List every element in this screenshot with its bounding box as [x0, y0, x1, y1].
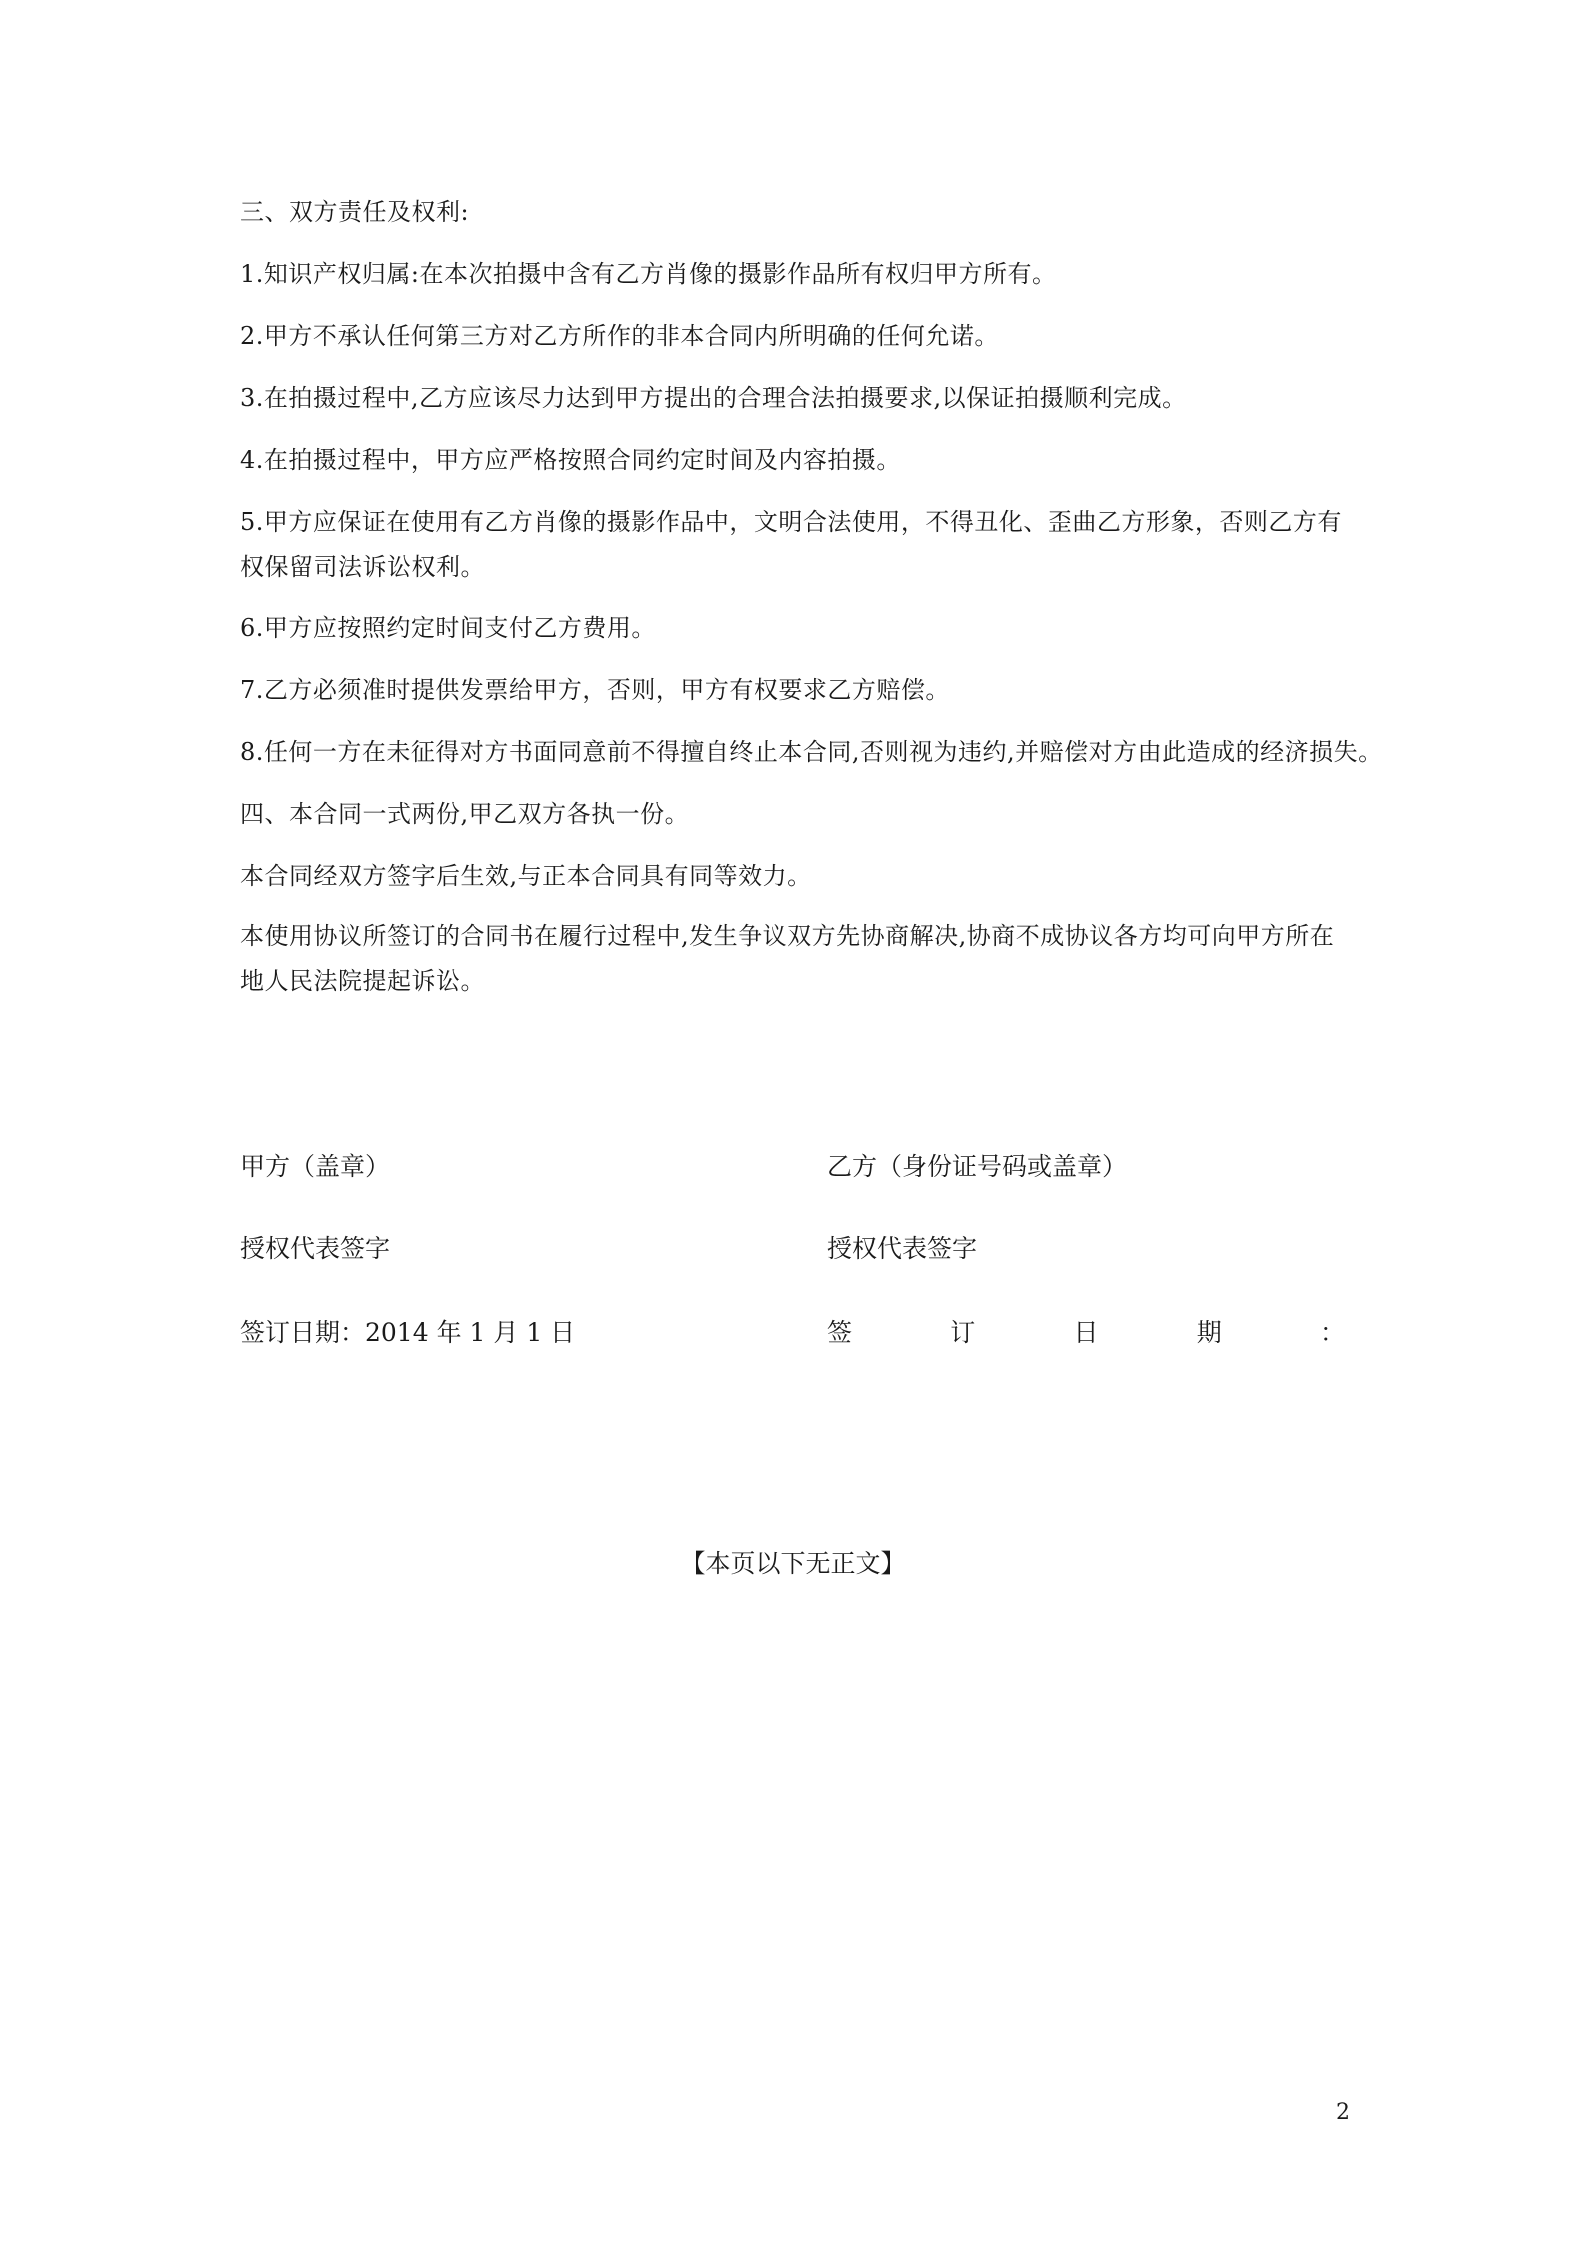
clause-6: 6.甲方应按照约定时间支付乙方费用。 — [240, 614, 656, 642]
clause-1: 1.知识产权归属:在本次拍摄中含有乙方肖像的摄影作品所有权归甲方所有。 — [240, 260, 1057, 288]
section-4-heading: 四、本合同一式两份,甲乙双方各执一份。 — [240, 800, 690, 828]
date-char-5: ： — [1319, 1318, 1345, 1347]
date-char-1: 签 — [827, 1318, 853, 1347]
party-b-signing-date — [827, 1316, 1345, 1350]
party-a-signing-date: 签订日期：2014 年 1 月 1 日 — [240, 1318, 576, 1347]
clause-8: 8.任何一方在未征得对方书面同意前不得擅自终止本合同,否则视为违约,并赔偿对方由此造成的经济损失。 — [240, 738, 1383, 766]
end-of-text-note: 【本页以下无正文】 — [680, 1549, 906, 1578]
clause-2: 2.甲方不承认任何第三方对乙方所作的非本合同内所明确的任何允诺。 — [240, 322, 999, 350]
date-char-4: 期 — [1196, 1318, 1222, 1347]
party-a-rep-signature-label: 授权代表签字 — [240, 1234, 391, 1263]
section-3-heading: 三、双方责任及权利: — [240, 198, 470, 226]
party-b-seal-label: 乙方（身份证号码或盖章） — [827, 1152, 1128, 1181]
page-number: 2 — [1336, 2100, 1350, 2125]
date-char-3: 日 — [1073, 1318, 1099, 1347]
effect-clause: 本合同经双方签字后生效,与正本合同具有同等效力。 — [240, 862, 812, 890]
clause-7: 7.乙方必须准时提供发票给甲方，否则，甲方有权要求乙方赔偿。 — [240, 676, 950, 704]
clause-3: 3.在拍摄过程中,乙方应该尽力达到甲方提出的合理合法拍摄要求,以保证拍摄顺利完成。 — [240, 384, 1187, 412]
clause-5: 5.甲方应保证在使用有乙方肖像的摄影作品中，文明合法使用，不得丑化、歪曲乙方形象，否则乙方有权保留司法诉讼权利。 — [240, 508, 1342, 581]
dispute-clause: 本使用协议所签订的合同书在履行过程中,发生争议双方先协商解决,协商不成协议各方均可向甲方所在地人民法院提起诉讼。 — [240, 922, 1335, 995]
party-b-rep-signature-label: 授权代表签字 — [827, 1234, 978, 1263]
date-char-2: 订 — [950, 1318, 976, 1347]
clause-4: 4.在拍摄过程中，甲方应严格按照合同约定时间及内容拍摄。 — [240, 446, 901, 474]
party-a-seal-label: 甲方（盖章） — [240, 1152, 391, 1181]
